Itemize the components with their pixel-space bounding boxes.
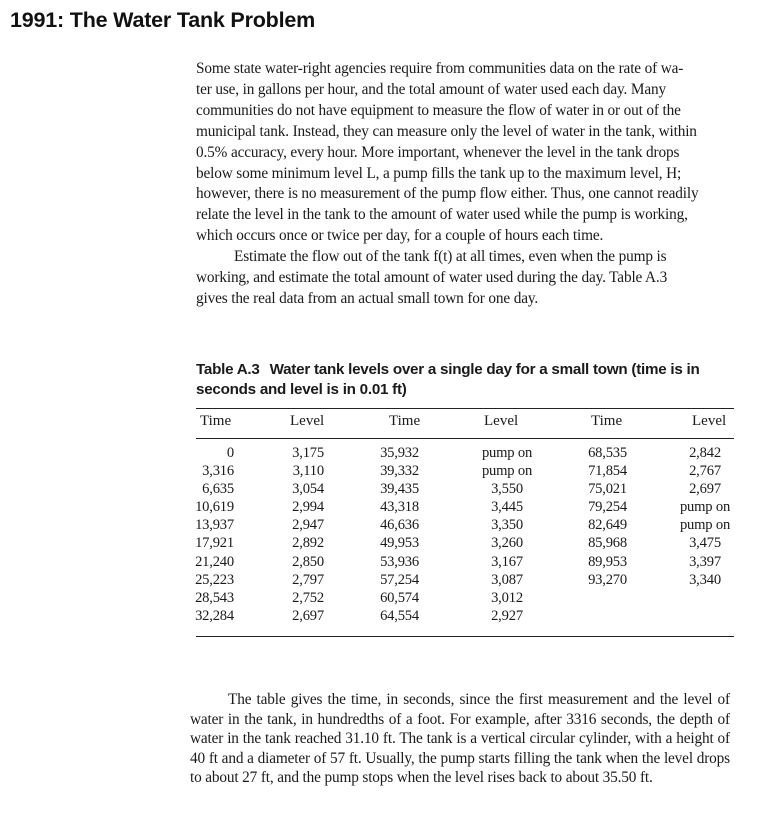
table-bottom-rule xyxy=(196,636,734,637)
time-column xyxy=(361,444,419,625)
table-cell: 3,340 xyxy=(689,571,721,588)
intro-line: communities do not have equipment to measure the flow of water in or out of the xyxy=(196,101,681,119)
table-cell: 3,316 xyxy=(202,463,234,480)
table-cell: 3,397 xyxy=(689,553,721,570)
table-cell: pump on xyxy=(679,499,731,516)
table-cell: 3,550 xyxy=(491,481,523,498)
intro-line: below some minimum level L, a pump fills the tank up to the maximum level, H; xyxy=(196,164,682,182)
table-top-rule xyxy=(196,408,734,409)
level-column xyxy=(669,444,741,589)
table-cell: 0 xyxy=(226,445,234,461)
table-cell: 6,635 xyxy=(202,481,234,498)
level-column xyxy=(266,444,324,625)
table-cell: pump on xyxy=(481,445,533,461)
table-cell: 2,767 xyxy=(689,463,721,480)
header-level: Level xyxy=(692,413,727,429)
table-cell: 17,921 xyxy=(195,535,234,552)
header-level: Level xyxy=(290,413,325,429)
table-cell: 39,435 xyxy=(380,481,419,498)
table-cell: 46,636 xyxy=(380,517,419,534)
task-line: gives the real data from an actual small town for one day. xyxy=(196,289,539,307)
table-cell: 3,445 xyxy=(491,499,523,516)
table-cell: 2,850 xyxy=(292,553,324,570)
problem-statement xyxy=(196,59,738,310)
table-cell: 2,994 xyxy=(292,499,324,516)
table-cell: 71,854 xyxy=(588,463,627,480)
intro-line: relate the level in the tank to the amount of water used while the pump is working, xyxy=(196,206,688,224)
table-cell: 2,797 xyxy=(292,571,324,588)
table-header-rule xyxy=(196,438,734,439)
intro-line: which occurs once or twice per day, for a couple of hours each time. xyxy=(196,227,604,245)
table-cell: 3,054 xyxy=(292,481,324,498)
table-cell: 3,475 xyxy=(689,535,721,552)
table-cell: 2,697 xyxy=(292,607,324,624)
table-cell: 2,697 xyxy=(689,481,721,498)
table-cell: 21,240 xyxy=(195,553,234,570)
table-cell: 85,968 xyxy=(588,535,627,552)
table-cell: 89,953 xyxy=(588,553,627,570)
table-cell: 2,947 xyxy=(292,517,324,534)
table-caption-text: Water tank levels over a single day for a small town (time is in seconds and level is in 0.01 ft) xyxy=(196,361,700,398)
intro-line: 0.5% accuracy, every hour. More important, whenever the level in the tank drops xyxy=(196,143,680,161)
table-cell: 2,927 xyxy=(491,607,523,624)
intro-line: however, there is no measurement of the pump flow either. Thus, one cannot readily xyxy=(196,185,699,203)
table-cell: 32,284 xyxy=(195,607,234,624)
table-cell: 3,175 xyxy=(292,445,324,461)
intro-line: municipal tank. Instead, they can measure only the level of water in the tank, within xyxy=(196,122,697,140)
table-cell: 68,535 xyxy=(588,445,627,461)
intro-line: Some state water-right agencies require from communities data on the rate of wa- xyxy=(196,60,684,77)
task-line: Estimate the flow out of the tank f(t) at all times, even when the pump is xyxy=(234,248,667,266)
table-cell: 60,574 xyxy=(380,589,419,606)
task-line: working, and estimate the total amount of water used during the day. Table A.3 xyxy=(196,269,668,287)
table-cell: pump on xyxy=(679,517,731,534)
table-cell: 82,649 xyxy=(588,517,627,534)
table-caption xyxy=(196,360,741,399)
table-cell: 35,932 xyxy=(380,445,419,461)
table-cell: 3,167 xyxy=(491,553,523,570)
table-cell: 13,937 xyxy=(195,517,234,534)
table-cell: 39,332 xyxy=(380,463,419,480)
table-cell: 79,254 xyxy=(588,499,627,516)
table-cell: 64,554 xyxy=(380,607,419,624)
table-cell: 57,254 xyxy=(380,571,419,588)
header-level: Level xyxy=(484,413,519,429)
table-number: Table A.3 xyxy=(196,361,260,378)
time-column xyxy=(569,444,627,589)
table-cell: 3,260 xyxy=(491,535,523,552)
page-heading: 1991: The Water Tank Problem xyxy=(10,8,316,32)
table-cell: 43,318 xyxy=(380,499,419,516)
level-column xyxy=(472,444,542,625)
table-cell: 93,270 xyxy=(588,571,627,588)
table-cell: 3,087 xyxy=(491,571,523,588)
header-time: Time xyxy=(389,413,421,429)
table-cell: 3,110 xyxy=(292,463,324,480)
closing-paragraph: The table gives the time, in seconds, since the first measurement and the level of water in the tank, in hundredths of a foot. For example, after 3316 seconds, the depth of water in the tank reached 31.10 ft. The tank is a vertical circular cylinder, with a height of 40 ft and a diameter of 57 ft. Usually, the pump starts filling the tank when the level drops to about 27 ft, and the pump stops when the level rises back to about 35.50 ft. xyxy=(190,691,730,787)
table-cell: 3,350 xyxy=(491,517,523,534)
intro-line: ter use, in gallons per hour, and the total amount of water used each day. Many xyxy=(196,80,666,98)
table-cell: 2,752 xyxy=(292,589,324,606)
time-column xyxy=(176,444,234,625)
table-cell: 53,936 xyxy=(380,553,419,570)
table-cell: pump on xyxy=(481,463,533,480)
table-cell: 10,619 xyxy=(195,499,234,516)
table-cell: 28,543 xyxy=(195,589,234,606)
table-cell: 25,223 xyxy=(195,571,234,588)
table-cell: 2,892 xyxy=(292,535,324,552)
table-cell: 49,953 xyxy=(380,535,419,552)
table-cell: 3,012 xyxy=(491,589,523,606)
header-time: Time xyxy=(200,413,232,429)
header-time: Time xyxy=(591,413,623,429)
table-cell: 2,842 xyxy=(689,445,721,461)
table-cell: 75,021 xyxy=(588,481,627,498)
